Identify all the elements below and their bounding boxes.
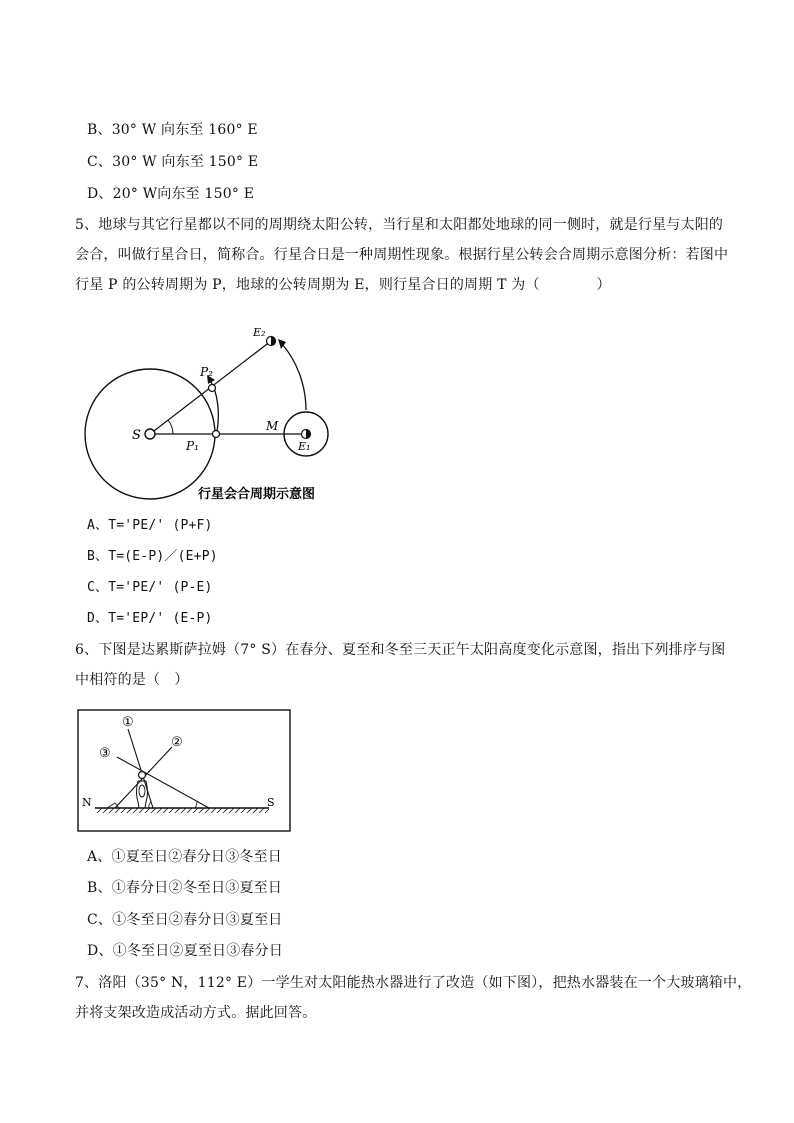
synodic-period-diagram	[70, 318, 370, 508]
q4-option-c: C、30° W 向东至 150° E	[87, 154, 259, 170]
q5-option-b: B、T=(E-P)／(E+P)	[87, 549, 218, 564]
q6-stem-line-1: 6、下图是达累斯萨拉姆（7° S）在春分、夏至和冬至三天正午太阳高度变化示意图，指出下列排序与图	[75, 642, 726, 658]
label-e2: E₂	[253, 326, 266, 339]
planet-p1	[213, 431, 220, 438]
person-head	[139, 772, 146, 779]
label-s: S	[132, 428, 141, 443]
q6-option-a: A、①夏至日②春分日③冬至日	[87, 849, 282, 865]
label-m: M	[266, 419, 279, 433]
q5-stem-line-2: 会合，叫做行星合日，简称合。行星合日是一种周期性现象。根据行星公转会合周期示意图分析：若图中	[75, 247, 729, 263]
label-north: N	[82, 796, 92, 809]
q5-option-c: C、T='PE/' (P-E)	[87, 580, 213, 595]
label-circle-2: ②	[171, 735, 183, 750]
angle-arc	[168, 420, 173, 434]
planet-p2	[209, 385, 216, 392]
figure-caption: 行星会合周期示意图	[198, 487, 316, 502]
sun-altitude-diagram	[77, 709, 292, 833]
q6-option-b: B、①春分日②冬至日③夏至日	[87, 880, 283, 896]
q5-stem-line-3: 行星 P 的公转周期为 P，地球的公转周期为 E，则行星合日的周期 T 为（ ）	[75, 277, 611, 293]
q4-option-b: B、30° W 向东至 160° E	[87, 122, 258, 138]
label-circle-3: ③	[99, 746, 111, 761]
figure-frame	[78, 710, 290, 831]
label-p1: P₁	[186, 439, 199, 453]
label-circle-1: ①	[122, 715, 134, 730]
q7-stem-line-2: 并将支架改造成活动方式。据此回答。	[75, 1005, 317, 1021]
q4-option-d: D、20° W向东至 150° E	[87, 186, 255, 202]
earth-motion-arc	[282, 344, 306, 410]
label-south: S	[267, 796, 275, 809]
q5-option-a: A、T='PE/' (P+F)	[87, 518, 213, 533]
q6-option-c: C、①冬至日②春分日③夏至日	[87, 912, 283, 928]
q5-option-d: D、T='EP/' (E-P)	[87, 611, 213, 626]
q5-stem-line-1: 5、地球与其它行星都以不同的周期绕太阳公转，当行星和太阳都处地球的同一侧时，就是行星与太阳的	[75, 217, 724, 233]
q6-option-d: D、①冬至日②夏至日③春分日	[87, 943, 284, 959]
q7-stem-line-1: 7、洛阳（35° N，112° E）一学生对太阳能热水器进行了改造（如下图），把热水器装在一个大玻璃箱中，	[75, 975, 752, 991]
label-p2: P₂	[200, 365, 213, 379]
label-e1: E₁	[298, 440, 311, 453]
sun-point	[145, 429, 155, 439]
q6-stem-line-2: 中相符的是（ ）	[75, 672, 189, 688]
